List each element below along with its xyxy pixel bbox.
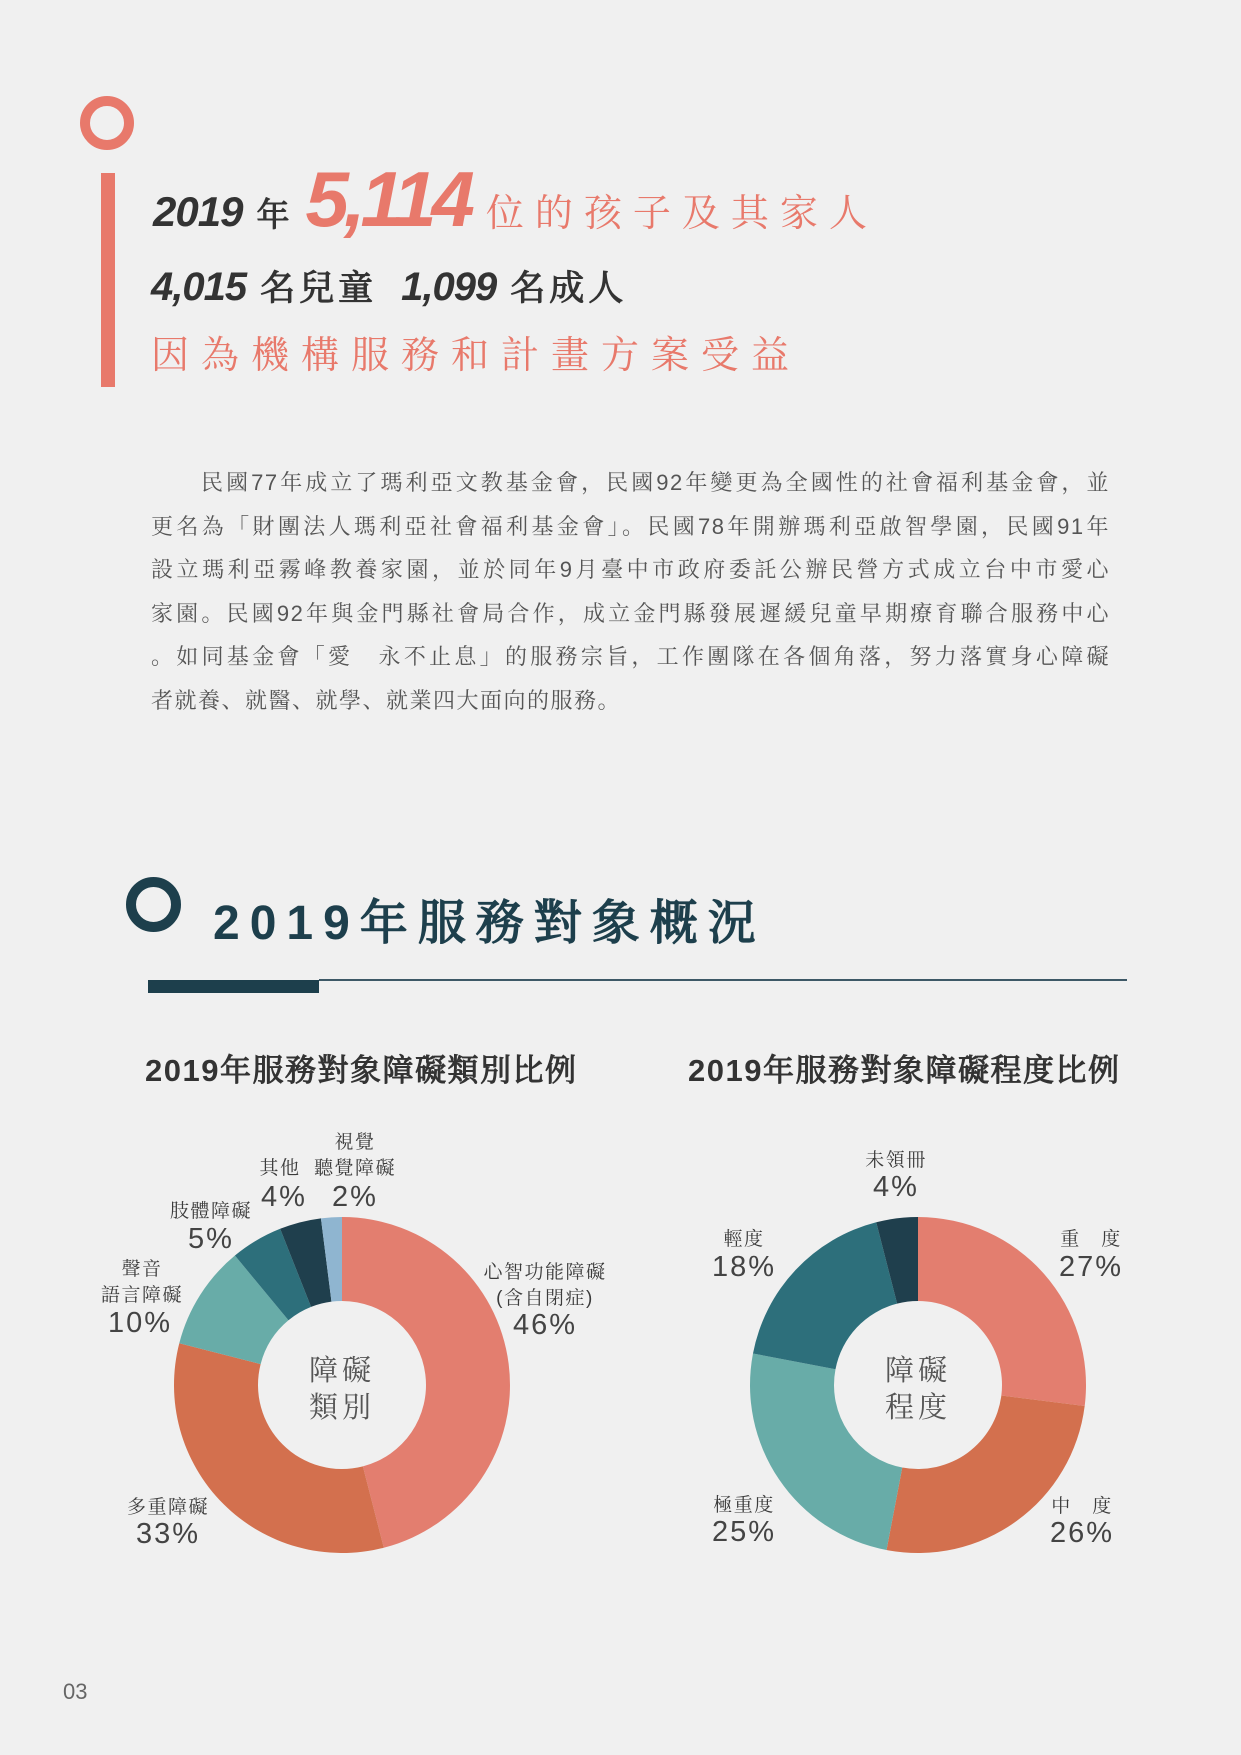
- label-physical-disability: 肢體障礙: [169, 1201, 253, 1222]
- intro-line: 設立瑪利亞霧峰教養家園，並於同年9月臺中市政府委託公辦民營方式成立台中市愛心: [151, 557, 1110, 583]
- label-intellectual-disability-note: (含自閉症): [496, 1288, 594, 1309]
- percent-profound: 25%: [711, 1516, 777, 1548]
- label-intellectual-disability: 心智功能障礙: [483, 1262, 607, 1283]
- adults-count: 1,099: [401, 265, 497, 309]
- donut-center-label: 類別: [308, 1392, 376, 1424]
- headline-total-suffix: 位的孩子及其家人: [485, 193, 878, 235]
- label-unregistered: 未領冊: [865, 1150, 927, 1171]
- headline-total-row: [153, 155, 878, 243]
- percent-visual-hearing-disability: 2%: [332, 1181, 378, 1213]
- adults-label: 名成人: [510, 269, 628, 308]
- label-moderate: 中 度: [1051, 1496, 1113, 1517]
- donut-center-label: 障礙: [308, 1355, 376, 1387]
- label-multiple-disabilities: 多重障礙: [126, 1497, 210, 1518]
- intro-line: 更名為「財團法人瑪利亞社會福利基金會」。民國78年開辦瑪利亞啟智學園，民國91年: [151, 513, 1110, 539]
- accent-ring-icon: [80, 96, 134, 150]
- percent-multiple-disabilities: 33%: [135, 1518, 201, 1550]
- percent-physical-disability: 5%: [188, 1223, 234, 1255]
- percent-speech-language-disability: 10%: [107, 1307, 173, 1339]
- disability-level-donut-chart: [640, 1110, 1200, 1570]
- children-label: 名兒童: [260, 269, 378, 308]
- percent-other: 4%: [261, 1181, 307, 1213]
- headline-year: 2019: [153, 188, 243, 235]
- headline-subline: 因為機構服務和計畫方案受益: [151, 335, 802, 377]
- page-number: 03: [63, 1679, 88, 1704]
- children-count: 4,015: [151, 265, 247, 309]
- label-mild: 輕度: [723, 1229, 765, 1250]
- headline-year-unit: 年: [256, 196, 290, 233]
- percent-mild: 18%: [711, 1251, 777, 1283]
- disability-type-chart-title: 2019年服務對象障礙類別比例: [145, 1053, 578, 1088]
- percent-moderate: 26%: [1049, 1517, 1115, 1549]
- label-visual-hearing-line1: 視覺: [334, 1132, 376, 1153]
- donut-center-label: 程度: [884, 1392, 952, 1424]
- intro-line: 民國77年成立了瑪利亞文教基金會，民國92年變更為全國性的社會福利基金會，並: [201, 470, 1110, 495]
- section-ring-icon: [126, 877, 181, 932]
- intro-paragraph: [151, 461, 1110, 723]
- label-severe: 重 度: [1060, 1229, 1122, 1250]
- donut-center-label: 障礙: [884, 1355, 952, 1387]
- intro-line: 者就養、就醫、就學、就業四大面向的服務。: [151, 687, 622, 713]
- percent-unregistered: 4%: [873, 1171, 919, 1203]
- label-speech-language-line2: 語言障礙: [100, 1285, 184, 1306]
- slice-mild: [753, 1222, 897, 1369]
- percent-intellectual-disability: 46%: [512, 1309, 578, 1341]
- accent-vertical-bar: [101, 173, 115, 387]
- label-speech-language-line1: 聲音: [121, 1259, 163, 1280]
- intro-line: 家園。民國92年與金門縣社會局合作，成立金門縣發展遲緩兒童早期療育聯合服務中心: [151, 600, 1110, 626]
- label-profound: 極重度: [713, 1495, 775, 1516]
- section-underline-bar: [148, 980, 319, 993]
- label-visual-hearing-line2: 聽覺障礙: [313, 1158, 397, 1179]
- percent-severe: 27%: [1058, 1251, 1124, 1283]
- intro-line: 。如同基金會「愛 永不止息」的服務宗旨，工作團隊在各個角落，努力落實身心障礙: [151, 644, 1110, 670]
- headline-total-count: 5,114: [305, 155, 470, 243]
- headline-breakdown-row: [151, 267, 627, 307]
- disability-level-chart-title: 2019年服務對象障礙程度比例: [688, 1053, 1121, 1088]
- label-other: 其他: [259, 1158, 301, 1179]
- section-title: 2019年服務對象概況: [213, 897, 766, 950]
- disability-type-donut-chart: [62, 1110, 622, 1570]
- section-divider-line: [319, 979, 1127, 981]
